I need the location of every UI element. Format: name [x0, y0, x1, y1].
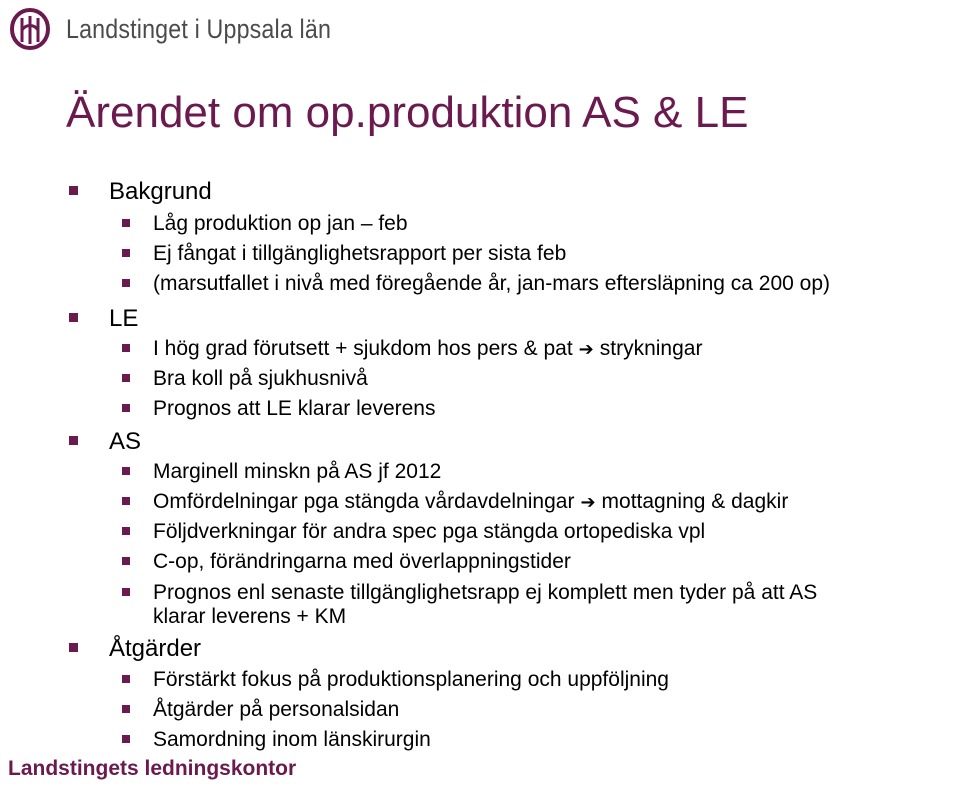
list-item: Prognos att LE klarar leverens	[122, 397, 435, 421]
county-logo-icon	[8, 6, 52, 52]
list-item: I hög grad förutsett + sjukdom hos pers & pat ➔ strykningar	[122, 337, 702, 361]
list-item: Följdverkningar för andra spec pga stängda ortopediska vpl	[122, 520, 705, 544]
list-item: Låg produktion op jan – feb	[122, 212, 408, 236]
list-item: Bra koll på sjukhusnivå	[122, 367, 368, 391]
square-bullet-icon	[122, 557, 130, 565]
square-bullet-icon	[69, 643, 78, 652]
square-bullet-icon	[122, 705, 130, 713]
section-heading: Bakgrund	[109, 178, 212, 205]
list-item: Prognos enl senaste tillgänglighetsrapp ej komplett men tyder på att AS klarar leverens + KM	[122, 581, 817, 629]
list-item: Åtgärder på personalsidan	[122, 698, 399, 722]
footer-text: Landstingets ledningskontor	[8, 757, 297, 780]
right-arrow-icon: ➔	[580, 492, 596, 513]
square-bullet-icon	[69, 436, 78, 445]
list-item: Samordning inom länskirurgin	[122, 728, 431, 752]
list-item: C-op, förändringarna med överlappningstider	[122, 550, 571, 574]
square-bullet-icon	[122, 344, 130, 352]
list-item: Marginell minskn på AS jf 2012	[122, 460, 441, 484]
list-item: (marsutfallet i nivå med föregående år, jan-mars eftersläpning ca 200 op)	[122, 272, 830, 296]
square-bullet-icon	[122, 219, 130, 227]
square-bullet-icon	[122, 588, 130, 596]
square-bullet-icon	[122, 735, 130, 743]
slide-title: Ärendet om op.produktion AS & LE	[66, 88, 749, 137]
section-bakgrund	[69, 178, 212, 206]
square-bullet-icon	[122, 279, 130, 287]
square-bullet-icon	[122, 675, 130, 683]
list-item: Ej fångat i tillgänglighetsrapport per sista feb	[122, 242, 566, 266]
square-bullet-icon	[122, 527, 130, 535]
square-bullet-icon	[122, 497, 130, 505]
section-heading: LE	[109, 305, 139, 332]
square-bullet-icon	[122, 404, 130, 412]
square-bullet-icon	[69, 313, 78, 322]
square-bullet-icon	[122, 374, 130, 382]
section-heading: AS	[109, 428, 142, 455]
section-le	[69, 305, 138, 333]
section-heading: Åtgärder	[109, 635, 202, 662]
section-as	[69, 428, 141, 456]
list-item: Omfördelningar pga stängda vårdavdelningar ➔ mottagning & dagkir	[122, 490, 788, 514]
square-bullet-icon	[122, 467, 130, 475]
right-arrow-icon: ➔	[578, 339, 594, 360]
square-bullet-icon	[122, 249, 130, 257]
org-name: Landstinget i Uppsala län	[66, 13, 332, 44]
header-logo	[8, 6, 374, 52]
list-item: Förstärkt fokus på produktionsplanering och uppföljning	[122, 668, 669, 692]
square-bullet-icon	[69, 186, 78, 195]
section-atgarder	[69, 635, 201, 663]
